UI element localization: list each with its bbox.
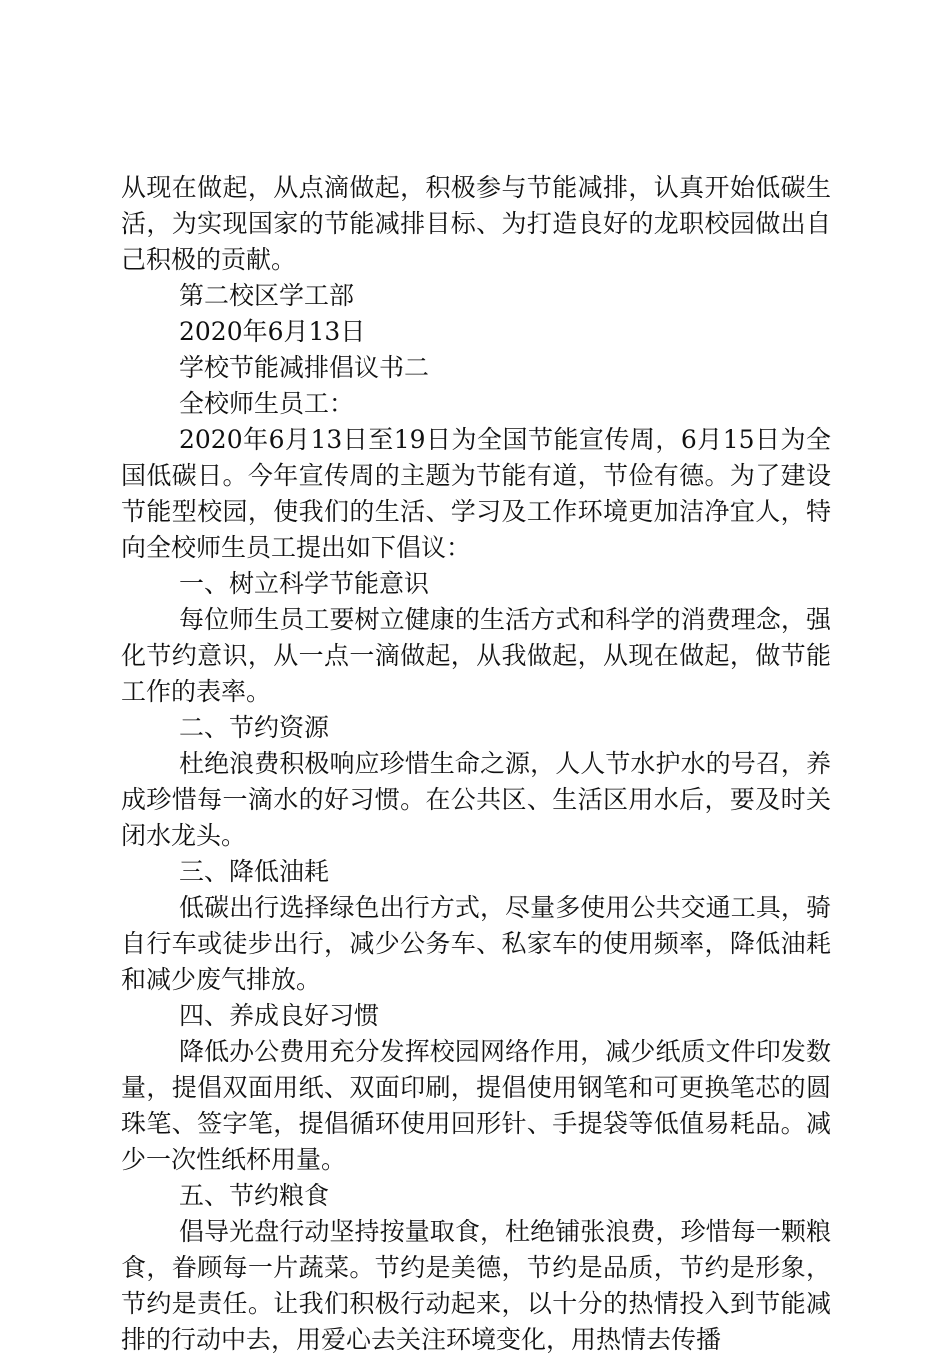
signature-date: 2020年6月13日 <box>179 317 366 346</box>
document-title: 学校节能减排倡议书二 <box>179 353 430 382</box>
body-paragraph: 从现在做起，从点滴做起，积极参与节能减排，认真开始低碳生活，为实现国家的节能减排目标、为打造良好的龙职校园做出自己积极的贡献。 <box>121 173 831 274</box>
section-heading: 三、降低油耗 <box>179 857 330 886</box>
section-heading: 二、节约资源 <box>179 713 330 742</box>
body-paragraph: 低碳出行选择绿色出行方式，尽量多使用公共交通工具，骑自行车或徒步出行，减少公务车、私家车的使用频率，降低油耗和减少废气排放。 <box>121 893 831 994</box>
section-heading: 四、养成良好习惯 <box>179 1001 380 1030</box>
body-paragraph: 2020年6月13日至19日为全国节能宣传周，6月15日为全国低碳日。今年宣传周的主题为节能有道，节俭有德。为了建设节能型校园，使我们的生活、学习及工作环境更加洁净宜人，特向全校师生员工提出如下倡议： <box>121 425 831 562</box>
body-paragraph: 降低办公费用充分发挥校园网络作用，减少纸质文件印发数量，提倡双面用纸、双面印刷，提倡使用钢笔和可更换笔芯的圆珠笔、签字笔，提倡循环使用回形针、手提袋等低值易耗品。减少一次性纸杯用量。 <box>121 1037 831 1174</box>
salutation: 全校师生员工： <box>179 389 355 418</box>
body-paragraph: 杜绝浪费积极响应珍惜生命之源，人人节水护水的号召，养成珍惜每一滴水的好习惯。在公共区、生活区用水后，要及时关闭水龙头。 <box>121 749 831 850</box>
section-heading: 五、节约粮食 <box>179 1181 330 1210</box>
document-body <box>121 170 831 1358</box>
body-paragraph: 每位师生员工要树立健康的生活方式和科学的消费理念，强化节约意识，从一点一滴做起，从我做起，从现在做起，做节能工作的表率。 <box>121 605 831 706</box>
body-paragraph: 倡导光盘行动坚持按量取食，杜绝铺张浪费，珍惜每一颗粮食，眷顾每一片蔬菜。节约是美德，节约是品质，节约是形象，节约是责任。让我们积极行动起来，以十分的热情投入到节能减排的行动中去，用爱心去关注环境变化，用热情去传播 <box>121 1217 831 1354</box>
signature-department: 第二校区学工部 <box>179 281 355 310</box>
section-heading: 一、树立科学节能意识 <box>179 569 430 598</box>
